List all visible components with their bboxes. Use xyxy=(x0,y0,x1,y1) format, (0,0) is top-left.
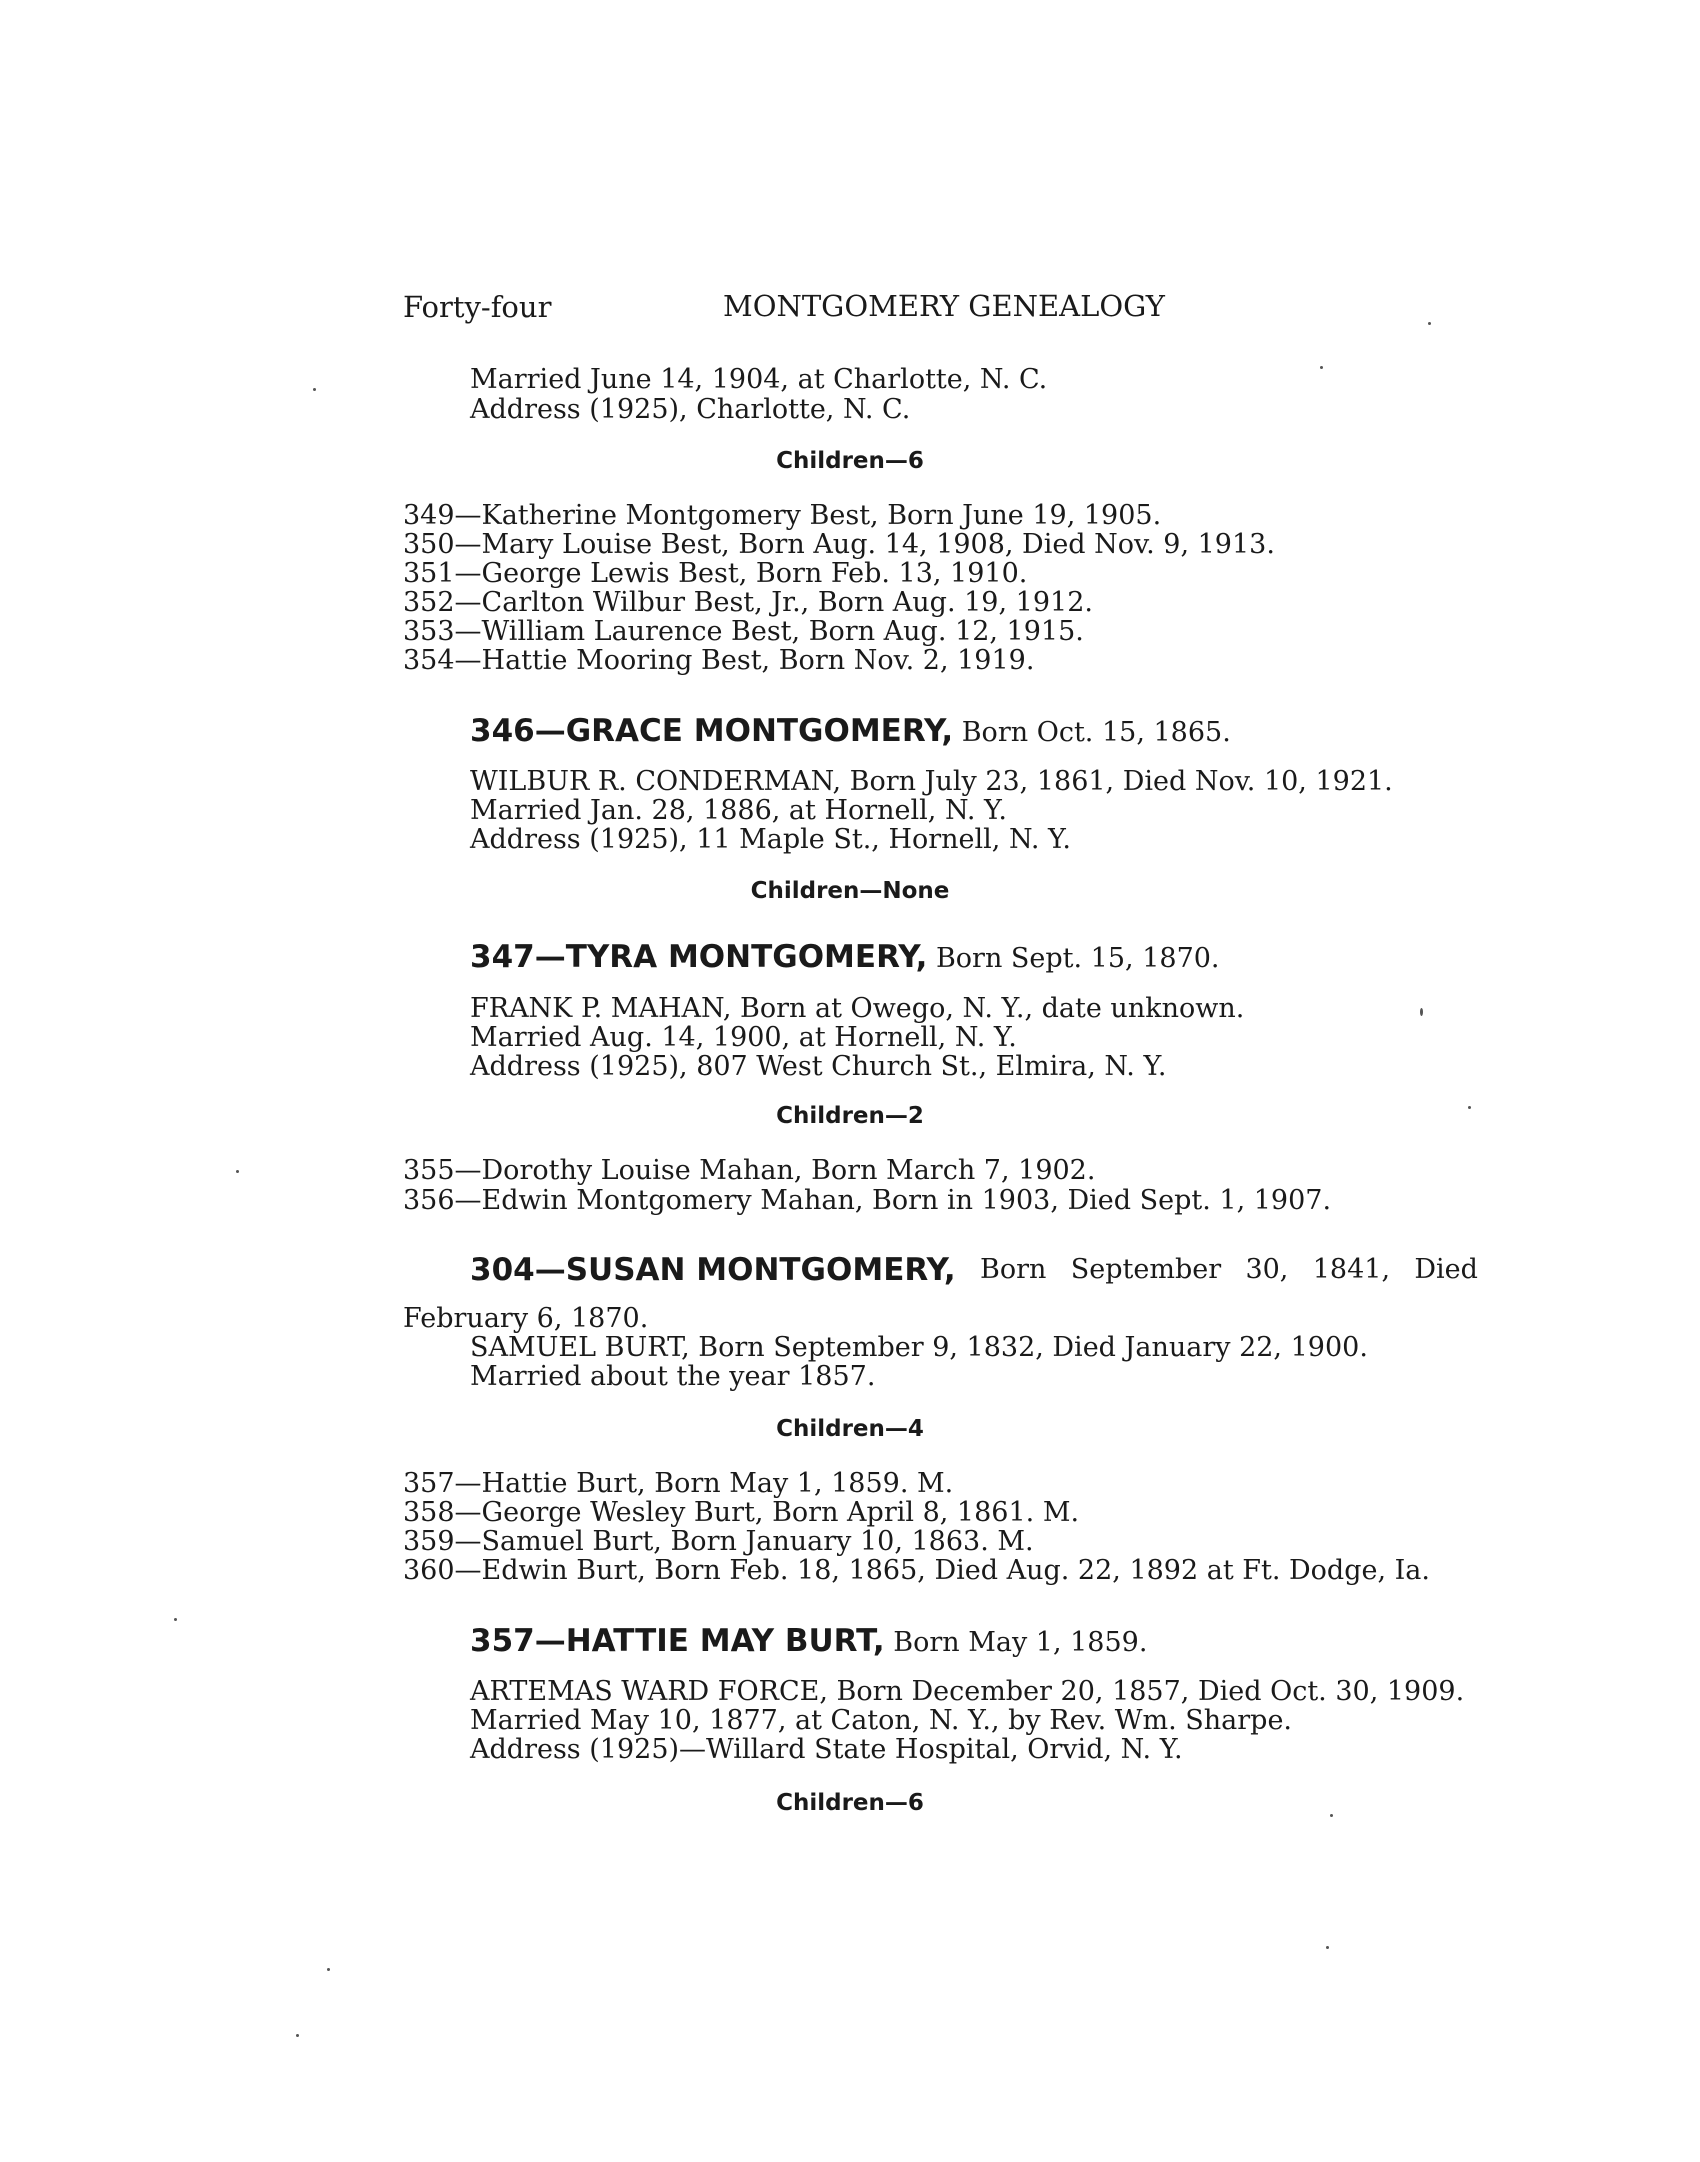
scan-speck xyxy=(174,1618,177,1621)
address-line: Address (1925), 11 Maple St., Hornell, N. Y. xyxy=(470,824,1071,855)
spouse-line: FRANK P. MAHAN, Born at Owego, N. Y., date unknown. xyxy=(470,993,1245,1024)
scan-speck xyxy=(1326,1946,1329,1949)
spouse-line: ARTEMAS WARD FORCE, Born December 20, 1857, Died Oct. 30, 1909. xyxy=(470,1676,1465,1707)
person-name: 346—GRACE MONTGOMERY, xyxy=(470,713,954,749)
child-entry: 356—Edwin Montgomery Mahan, Born in 1903, Died Sept. 1, 1907. xyxy=(403,1185,1332,1216)
scan-speck xyxy=(1428,322,1431,325)
child-entry: 360—Edwin Burt, Born Feb. 18, 1865, Died Aug. 22, 1892 at Ft. Dodge, Ia. xyxy=(403,1555,1430,1586)
marriage-line: Married June 14, 1904, at Charlotte, N. C. xyxy=(470,364,1048,395)
scan-speck xyxy=(1468,1106,1471,1109)
child-entry: 355—Dorothy Louise Mahan, Born March 7, 1902. xyxy=(403,1155,1096,1186)
entry-heading xyxy=(470,1623,1148,1659)
birth-date: Born Oct. 15, 1865. xyxy=(961,717,1231,748)
scan-speck xyxy=(296,2034,299,2037)
scan-speck xyxy=(313,388,316,391)
children-caption: Children—6 xyxy=(776,448,924,474)
scan-speck xyxy=(1420,1008,1423,1016)
spouse-line: SAMUEL BURT, Born September 9, 1832, Died January 22, 1900. xyxy=(470,1332,1368,1363)
scan-speck xyxy=(327,1968,330,1971)
birth-word: Died xyxy=(1414,1254,1478,1285)
children-caption: Children—6 xyxy=(776,1790,924,1816)
child-entry: 357—Hattie Burt, Born May 1, 1859. M. xyxy=(403,1468,954,1499)
birth-date: Born May 1, 1859. xyxy=(893,1627,1148,1658)
scan-speck xyxy=(1330,1814,1333,1817)
address-line: Address (1925), Charlotte, N. C. xyxy=(470,394,911,425)
marriage-line: Married about the year 1857. xyxy=(470,1361,876,1392)
birth-word: 1841, xyxy=(1312,1254,1391,1285)
child-entry: 359—Samuel Burt, Born January 10, 1863. M. xyxy=(403,1526,1034,1557)
birth-word: Born xyxy=(980,1254,1047,1285)
person-name: 347—TYRA MONTGOMERY, xyxy=(470,939,928,975)
entry-heading xyxy=(470,939,1220,975)
children-caption: Children—4 xyxy=(776,1416,924,1442)
birth-date: Born Sept. 15, 1870. xyxy=(935,943,1220,974)
page-number-label: Forty-four xyxy=(403,290,552,324)
marriage-line: Married Aug. 14, 1900, at Hornell, N. Y. xyxy=(470,1022,1017,1053)
entry-heading xyxy=(470,1252,1478,1288)
children-caption: Children—2 xyxy=(776,1103,924,1129)
child-entry: 352—Carlton Wilbur Best, Jr., Born Aug. 19, 1912. xyxy=(403,587,1093,618)
child-entry: 354—Hattie Mooring Best, Born Nov. 2, 1919. xyxy=(403,645,1035,676)
child-entry: 353—William Laurence Best, Born Aug. 12, 1915. xyxy=(403,616,1084,647)
child-entry: 350—Mary Louise Best, Born Aug. 14, 1908, Died Nov. 9, 1913. xyxy=(403,529,1275,560)
entry-heading xyxy=(470,713,1231,749)
marriage-line: Married Jan. 28, 1886, at Hornell, N. Y. xyxy=(470,795,1007,826)
child-entry: 358—George Wesley Burt, Born April 8, 1861. M. xyxy=(403,1497,1080,1528)
address-line: Address (1925), 807 West Church St., Elmira, N. Y. xyxy=(470,1051,1167,1082)
entry-heading-row xyxy=(470,1252,1478,1288)
marriage-line: Married May 10, 1877, at Caton, N. Y., by Rev. Wm. Sharpe. xyxy=(470,1705,1293,1736)
scan-speck xyxy=(1320,366,1323,369)
spouse-line: WILBUR R. CONDERMAN, Born July 23, 1861, Died Nov. 10, 1921. xyxy=(470,766,1393,797)
person-name: 304—SUSAN MONTGOMERY, xyxy=(470,1252,956,1288)
child-entry: 349—Katherine Montgomery Best, Born June 19, 1905. xyxy=(403,500,1162,531)
address-line: Address (1925)—Willard State Hospital, Orvid, N. Y. xyxy=(470,1734,1183,1765)
death-date-continuation: February 6, 1870. xyxy=(403,1303,649,1334)
person-name: 357—HATTIE MAY BURT, xyxy=(470,1623,885,1659)
page-title: MONTGOMERY GENEALOGY xyxy=(723,289,1165,323)
scan-speck xyxy=(236,1170,239,1173)
child-entry: 351—George Lewis Best, Born Feb. 13, 1910. xyxy=(403,558,1028,589)
birth-word: September xyxy=(1070,1254,1222,1285)
birth-word: 30, xyxy=(1245,1254,1289,1285)
children-caption: Children—None xyxy=(750,878,950,904)
